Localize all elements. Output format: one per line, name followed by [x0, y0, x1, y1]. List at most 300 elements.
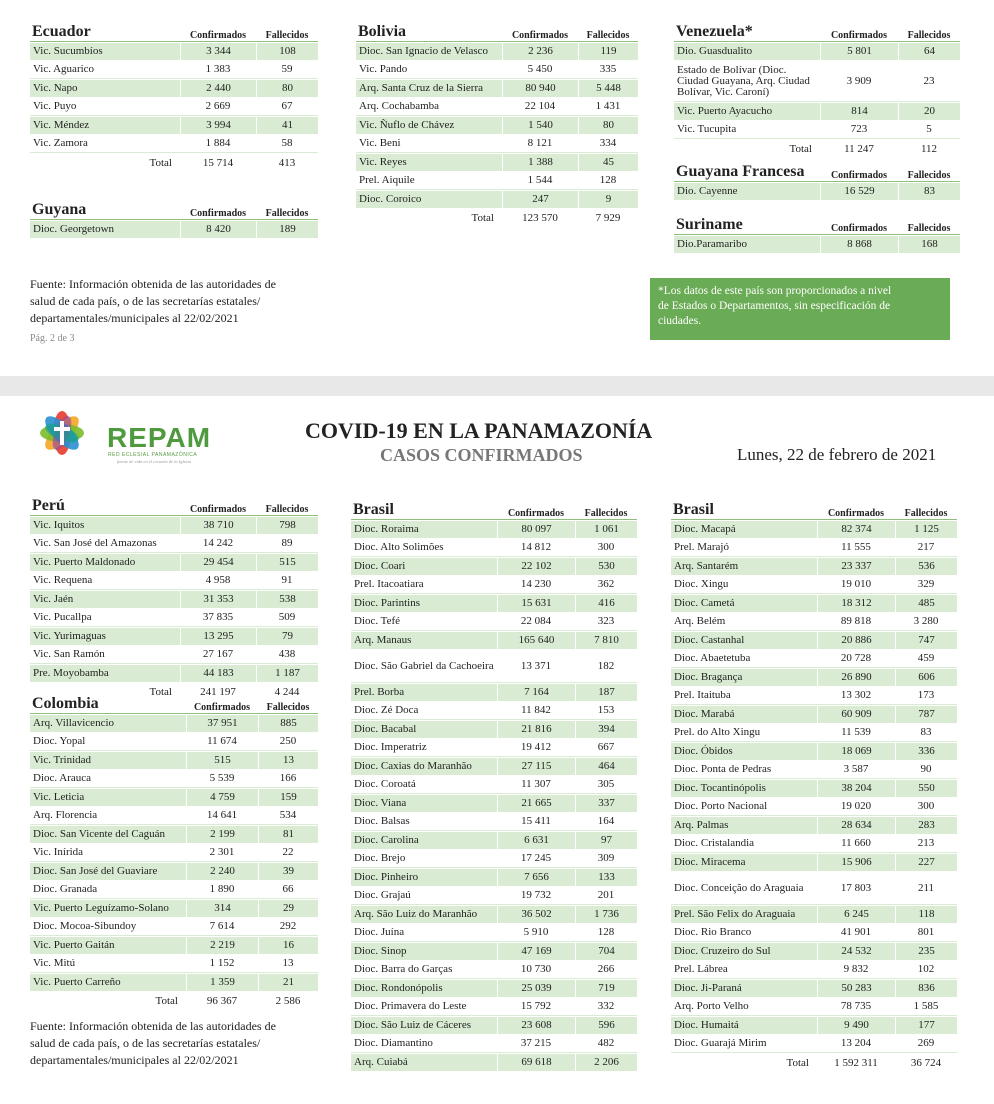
confirmed-cell: 5 910 — [497, 924, 575, 942]
confirmed-cell: 2 219 — [186, 937, 258, 954]
confirmed-cell: 5 801 — [820, 43, 898, 60]
deaths-cell: 177 — [895, 1017, 957, 1034]
confirmed-header: Confirmados — [820, 216, 898, 235]
page-number: Pág. 2 de 3 — [30, 333, 75, 344]
total-row — [674, 140, 960, 158]
country-table — [674, 215, 960, 254]
deaths-cell: 334 — [578, 135, 638, 153]
table-row — [351, 924, 637, 942]
confirmed-cell: 37 951 — [186, 715, 258, 732]
total-deaths: 36 724 — [910, 1056, 942, 1069]
place-cell: Dioc. Mocoa-Sibundoy — [30, 918, 186, 936]
confirmed-cell: 3 909 — [820, 61, 898, 102]
deaths-cell: 335 — [578, 61, 638, 79]
table-row — [351, 1054, 637, 1071]
deaths-cell: 747 — [895, 632, 957, 649]
confirmed-cell: 24 532 — [817, 943, 895, 960]
confirmed-cell: 3 994 — [180, 117, 256, 134]
deaths-cell: 309 — [575, 850, 637, 868]
table-row — [30, 665, 318, 682]
place-cell: Arq. Cuiabá — [351, 1054, 497, 1071]
place-cell: Arq. São Luiz do Maranhão — [351, 906, 497, 923]
deaths-header: Fallecidos — [575, 501, 637, 520]
place-cell: Arq. Palmas — [671, 817, 817, 834]
table-row — [674, 103, 960, 120]
confirmed-cell: 13 295 — [180, 628, 256, 645]
place-cell: Arq. Manaus — [351, 632, 497, 649]
table-row — [30, 807, 318, 825]
confirmed-cell: 60 909 — [817, 706, 895, 723]
confirmed-cell: 27 115 — [497, 758, 575, 775]
deaths-cell: 80 — [578, 117, 638, 134]
deaths-cell: 81 — [258, 826, 318, 843]
place-cell: Dioc. São Luiz de Cáceres — [351, 1017, 497, 1034]
deaths-cell: 13 — [258, 752, 318, 769]
place-cell: Vic. Puyo — [30, 98, 180, 116]
confirmed-header: Confirmados — [817, 501, 895, 520]
table-row — [671, 632, 957, 649]
table-row — [351, 613, 637, 631]
confirmed-cell: 31 353 — [180, 591, 256, 608]
source-line: salud de cada país, o de las secretarías estatales/ — [30, 1036, 261, 1050]
place-cell: Dioc. Parintins — [351, 595, 497, 612]
ecuador-table — [30, 22, 318, 173]
confirmed-cell: 41 901 — [817, 924, 895, 942]
country-name: Brasil — [671, 501, 817, 520]
table-row — [671, 1017, 957, 1034]
deaths-cell: 266 — [575, 961, 637, 979]
place-cell: Vic. Puerto Gaitán — [30, 937, 186, 954]
confirmed-cell: 19 010 — [817, 576, 895, 594]
place-cell: Dioc. Primavera do Leste — [351, 998, 497, 1016]
table-row — [671, 761, 957, 779]
confirmed-cell: 2 669 — [180, 98, 256, 116]
total-row — [30, 154, 318, 172]
table-row — [671, 558, 957, 575]
table-row — [674, 236, 960, 253]
confirmed-cell: 44 183 — [180, 665, 256, 682]
place-cell: Vic. Trinidad — [30, 752, 186, 769]
table-row — [351, 943, 637, 960]
confirmed-cell: 37 215 — [497, 1035, 575, 1053]
table-row — [671, 595, 957, 612]
total-confirmed: 11 247 — [844, 142, 874, 155]
confirmed-cell: 2 240 — [186, 863, 258, 880]
table-row — [30, 554, 318, 571]
confirmed-cell: 89 818 — [817, 613, 895, 631]
place-cell: Dioc. Caxias do Maranhão — [351, 758, 497, 775]
confirmed-cell: 27 167 — [180, 646, 256, 664]
place-cell: Dioc. Tocantinópolis — [671, 780, 817, 797]
deaths-cell: 29 — [258, 900, 318, 917]
confirmed-cell: 9 490 — [817, 1017, 895, 1034]
place-cell: Dioc. Sinop — [351, 943, 497, 960]
brasil-table-1 — [351, 500, 637, 1072]
place-cell: Dioc. Imperatriz — [351, 739, 497, 757]
confirmed-cell: 13 302 — [817, 687, 895, 705]
deaths-cell: 2 206 — [575, 1054, 637, 1071]
table-row — [351, 795, 637, 812]
deaths-cell: 89 — [256, 535, 318, 553]
place-cell: Dioc. Juína — [351, 924, 497, 942]
place-cell: Dioc. Coroico — [356, 191, 502, 208]
deaths-cell: 538 — [256, 591, 318, 608]
table-row — [351, 576, 637, 594]
confirmed-cell: 17 245 — [497, 850, 575, 868]
deaths-cell: 13 — [258, 955, 318, 973]
confirmed-cell: 78 735 — [817, 998, 895, 1016]
deaths-cell: 182 — [575, 650, 637, 683]
place-cell: Dioc. Zé Doca — [351, 702, 497, 720]
place-cell: Dioc. Diamantino — [351, 1035, 497, 1053]
source-note — [30, 276, 276, 327]
deaths-header: Fallecidos — [578, 23, 638, 42]
deaths-cell: 91 — [256, 572, 318, 590]
table-row — [356, 117, 638, 134]
table-row — [356, 61, 638, 79]
place-cell: Dioc. São Gabriel da Cachoeira — [351, 650, 497, 683]
confirmed-cell: 22 104 — [502, 98, 578, 116]
place-cell: Dioc. Ji-Paraná — [671, 980, 817, 997]
confirmed-cell: 13 371 — [497, 650, 575, 683]
place-cell: Dioc. Arauca — [30, 770, 186, 788]
confirmed-cell: 23 337 — [817, 558, 895, 575]
place-cell: Vic. Zamora — [30, 135, 180, 153]
confirmed-cell: 1 544 — [502, 172, 578, 190]
table-header — [30, 497, 318, 516]
place-cell: Dioc. Humaitá — [671, 1017, 817, 1034]
place-cell: Dioc. Cristalandia — [671, 835, 817, 853]
total-confirmed: 241 197 — [200, 685, 236, 698]
table-row — [671, 980, 957, 997]
place-cell: Vic. Requena — [30, 572, 180, 590]
confirmed-cell: 50 283 — [817, 980, 895, 997]
place-cell: Arq. Villavicencio — [30, 715, 186, 732]
table-row — [351, 813, 637, 831]
confirmed-cell: 38 710 — [180, 517, 256, 534]
confirmed-cell: 6 245 — [817, 906, 895, 923]
place-cell: Dioc. Tefé — [351, 613, 497, 631]
confirmed-cell: 2 301 — [186, 844, 258, 862]
place-cell: Dioc. Marabá — [671, 706, 817, 723]
confirmed-cell: 7 656 — [497, 869, 575, 886]
place-cell: Vic. Reyes — [356, 154, 502, 171]
place-cell: Arq. Cochabamba — [356, 98, 502, 116]
total-label: Total — [155, 994, 178, 1007]
confirmed-cell: 36 502 — [497, 906, 575, 923]
confirmed-cell: 15 906 — [817, 854, 895, 871]
country-table — [30, 496, 318, 702]
deaths-cell: 166 — [258, 770, 318, 788]
table-row — [351, 1017, 637, 1034]
table-header — [30, 201, 318, 220]
place-cell: Prel. Lábrea — [671, 961, 817, 979]
confirmed-cell: 314 — [186, 900, 258, 917]
brasil-table-2 — [671, 500, 957, 1073]
table-row — [671, 780, 957, 797]
table-row — [30, 135, 318, 153]
confirmed-header: Confirmados — [180, 201, 256, 220]
confirmed-header: Confirmados — [180, 23, 256, 42]
country-table — [671, 500, 957, 1073]
table-row — [671, 943, 957, 960]
place-cell: Vic. Beni — [356, 135, 502, 153]
confirmed-header: Confirmados — [186, 695, 258, 714]
place-cell: Vic. Napo — [30, 80, 180, 97]
table-row — [674, 61, 960, 102]
table-row — [351, 832, 637, 849]
deaths-cell: 416 — [575, 595, 637, 612]
confirmed-cell: 14 242 — [180, 535, 256, 553]
deaths-cell: 323 — [575, 613, 637, 631]
confirmed-cell: 22 084 — [497, 613, 575, 631]
total-confirmed: 1 592 311 — [834, 1056, 878, 1069]
deaths-cell: 20 — [898, 103, 960, 120]
place-cell: Vic. Iquitos — [30, 517, 180, 534]
confirmed-cell: 82 374 — [817, 521, 895, 538]
table-header — [356, 23, 638, 42]
table-row — [671, 706, 957, 723]
place-cell: Dioc. Pinheiro — [351, 869, 497, 886]
confirmed-cell: 14 230 — [497, 576, 575, 594]
table-row — [351, 632, 637, 649]
place-cell: Arq. Santa Cruz de la Sierra — [356, 80, 502, 97]
deaths-cell: 164 — [575, 813, 637, 831]
source-note-2 — [30, 1018, 276, 1069]
table-row — [671, 872, 957, 905]
place-cell: Dioc. Roraima — [351, 521, 497, 538]
place-cell: Dioc. Grajaú — [351, 887, 497, 905]
place-cell: Dioc. Castanhal — [671, 632, 817, 649]
place-cell: Dio.Paramaribo — [674, 236, 820, 253]
table-row — [671, 743, 957, 760]
place-cell: Pre. Moyobamba — [30, 665, 180, 682]
deaths-cell: 211 — [895, 872, 957, 905]
table-row — [356, 98, 638, 116]
table-row — [674, 121, 960, 139]
table-row — [30, 98, 318, 116]
deaths-cell: 5 — [898, 121, 960, 139]
place-cell: Vic. Méndez — [30, 117, 180, 134]
confirmed-cell: 247 — [502, 191, 578, 208]
source-line: departamentales/municipales al 22/02/2021 — [30, 1053, 239, 1067]
table-row — [671, 998, 957, 1016]
place-cell: Dioc. Coari — [351, 558, 497, 575]
deaths-cell: 90 — [895, 761, 957, 779]
confirmed-cell: 29 454 — [180, 554, 256, 571]
confirmed-cell: 18 312 — [817, 595, 895, 612]
confirmed-cell: 5 539 — [186, 770, 258, 788]
table-row — [351, 998, 637, 1016]
confirmed-cell: 7 164 — [497, 684, 575, 701]
confirmed-cell: 15 411 — [497, 813, 575, 831]
confirmed-cell: 7 614 — [186, 918, 258, 936]
place-cell: Dioc. Guarajá Mirim — [671, 1035, 817, 1053]
table-row — [30, 535, 318, 553]
guyana-table — [30, 200, 318, 239]
confirmed-header: Confirmados — [820, 163, 898, 182]
total-deaths: 2 586 — [275, 994, 301, 1007]
place-cell: Prel. Itaituba — [671, 687, 817, 705]
confirmed-cell: 1 383 — [180, 61, 256, 79]
deaths-cell: 128 — [578, 172, 638, 190]
colombia-table — [30, 694, 318, 1011]
deaths-cell: 704 — [575, 943, 637, 960]
table-row — [30, 117, 318, 134]
place-cell: Vic. Pando — [356, 61, 502, 79]
table-row — [671, 521, 957, 538]
confirmed-cell: 8 121 — [502, 135, 578, 153]
confirmed-cell: 19 732 — [497, 887, 575, 905]
deaths-header: Fallecidos — [256, 497, 318, 516]
table-row — [356, 43, 638, 60]
table-row — [671, 854, 957, 871]
confirmed-cell: 19 020 — [817, 798, 895, 816]
deaths-cell: 168 — [898, 236, 960, 253]
deaths-cell: 332 — [575, 998, 637, 1016]
note-line: de Estados o Departamentos, sin especificación de — [658, 300, 891, 312]
confirmed-cell: 4 759 — [186, 789, 258, 806]
table-row — [351, 850, 637, 868]
table-row — [671, 835, 957, 853]
country-name: Guyana — [30, 201, 180, 220]
deaths-cell: 217 — [895, 539, 957, 557]
country-table — [30, 22, 318, 173]
confirmed-cell: 2 440 — [180, 80, 256, 97]
total-label: Total — [789, 142, 812, 155]
deaths-cell: 227 — [895, 854, 957, 871]
table-row — [351, 906, 637, 923]
brand-name: REPAM — [107, 422, 212, 453]
table-row — [351, 558, 637, 575]
place-cell: Dioc. Bragança — [671, 669, 817, 686]
table-row — [356, 172, 638, 190]
deaths-cell: 305 — [575, 776, 637, 794]
deaths-cell: 67 — [256, 98, 318, 116]
place-cell: Vic. Tucupita — [674, 121, 820, 139]
total-deaths: 7 929 — [595, 211, 621, 224]
place-cell: Dioc. San Vicente del Caguán — [30, 826, 186, 843]
deaths-cell: 235 — [895, 943, 957, 960]
place-cell: Arq. Porto Velho — [671, 998, 817, 1016]
repam-logo-icon — [22, 402, 102, 464]
table-row — [674, 183, 960, 200]
place-cell: Vic. Pucallpa — [30, 609, 180, 627]
table-row — [30, 591, 318, 608]
place-cell: Vic. Aguarico — [30, 61, 180, 79]
table-row — [356, 154, 638, 171]
deaths-cell: 7 810 — [575, 632, 637, 649]
table-row — [356, 80, 638, 97]
place-cell: Dio. Guasdualito — [674, 43, 820, 60]
confirmed-cell: 11 539 — [817, 724, 895, 742]
table-header — [30, 23, 318, 42]
place-cell: Dioc. Carolina — [351, 832, 497, 849]
confirmed-cell: 2 199 — [186, 826, 258, 843]
place-cell: Vic. Ñuflo de Chávez — [356, 117, 502, 134]
deaths-cell: 153 — [575, 702, 637, 720]
page-subtitle: CASOS CONFIRMADOS — [380, 445, 583, 465]
deaths-cell: 394 — [575, 721, 637, 738]
deaths-cell: 283 — [895, 817, 957, 834]
deaths-cell: 3 280 — [895, 613, 957, 631]
deaths-cell: 300 — [575, 539, 637, 557]
confirmed-cell: 69 618 — [497, 1054, 575, 1071]
table-row — [674, 43, 960, 60]
country-table — [674, 162, 960, 201]
confirmed-cell: 11 674 — [186, 733, 258, 751]
place-cell: Vic. Puerto Carreño — [30, 974, 186, 991]
confirmed-cell: 16 529 — [820, 183, 898, 200]
confirmed-cell: 21 816 — [497, 721, 575, 738]
table-header — [30, 695, 318, 714]
confirmed-cell: 1 388 — [502, 154, 578, 171]
confirmed-cell: 6 631 — [497, 832, 575, 849]
table-row — [671, 961, 957, 979]
deaths-cell: 329 — [895, 576, 957, 594]
table-header — [674, 216, 960, 235]
country-table — [674, 22, 960, 159]
deaths-cell: 133 — [575, 869, 637, 886]
deaths-cell: 41 — [256, 117, 318, 134]
deaths-cell: 9 — [578, 191, 638, 208]
deaths-cell: 596 — [575, 1017, 637, 1034]
deaths-cell: 719 — [575, 980, 637, 997]
confirmed-header: Confirmados — [180, 497, 256, 516]
country-name: Guayana Francesa — [674, 163, 820, 182]
table-row — [351, 702, 637, 720]
place-cell: Dioc. San Ignacio de Velasco — [356, 43, 502, 60]
page-2 — [0, 0, 994, 376]
table-row — [30, 752, 318, 769]
table-row — [351, 521, 637, 538]
place-cell: Dioc. Viana — [351, 795, 497, 812]
place-cell: Dioc. Macapá — [671, 521, 817, 538]
confirmed-header: Confirmados — [497, 501, 575, 520]
table-row — [30, 80, 318, 97]
table-row — [351, 595, 637, 612]
table-row — [30, 900, 318, 917]
place-cell: Arq. Florencia — [30, 807, 186, 825]
total-row — [671, 1054, 957, 1072]
deaths-header: Fallecidos — [895, 501, 957, 520]
report-date: Lunes, 22 de febrero de 2021 — [737, 445, 937, 464]
confirmed-cell: 80 097 — [497, 521, 575, 538]
table-row — [351, 539, 637, 557]
deaths-cell: 108 — [256, 43, 318, 60]
source-line: Fuente: Información obtenida de las autoridades de — [30, 1019, 276, 1033]
table-header — [674, 23, 960, 42]
place-cell: Dioc. Conceição do Araguaia — [671, 872, 817, 905]
deaths-cell: 1 187 — [256, 665, 318, 682]
guayana-francesa-table — [674, 162, 960, 201]
table-row — [351, 869, 637, 886]
place-cell: Arq. Santarém — [671, 558, 817, 575]
table-row — [30, 955, 318, 973]
table-row — [30, 572, 318, 590]
table-row — [351, 980, 637, 997]
total-deaths: 4 244 — [274, 685, 300, 698]
table-row — [351, 961, 637, 979]
total-label: Total — [786, 1056, 809, 1069]
confirmed-cell: 20 728 — [817, 650, 895, 668]
deaths-cell: 83 — [898, 183, 960, 200]
table-row — [351, 650, 637, 683]
table-row — [30, 770, 318, 788]
country-name: Venezuela* — [674, 23, 820, 42]
confirmed-cell: 11 660 — [817, 835, 895, 853]
deaths-cell: 58 — [256, 135, 318, 153]
